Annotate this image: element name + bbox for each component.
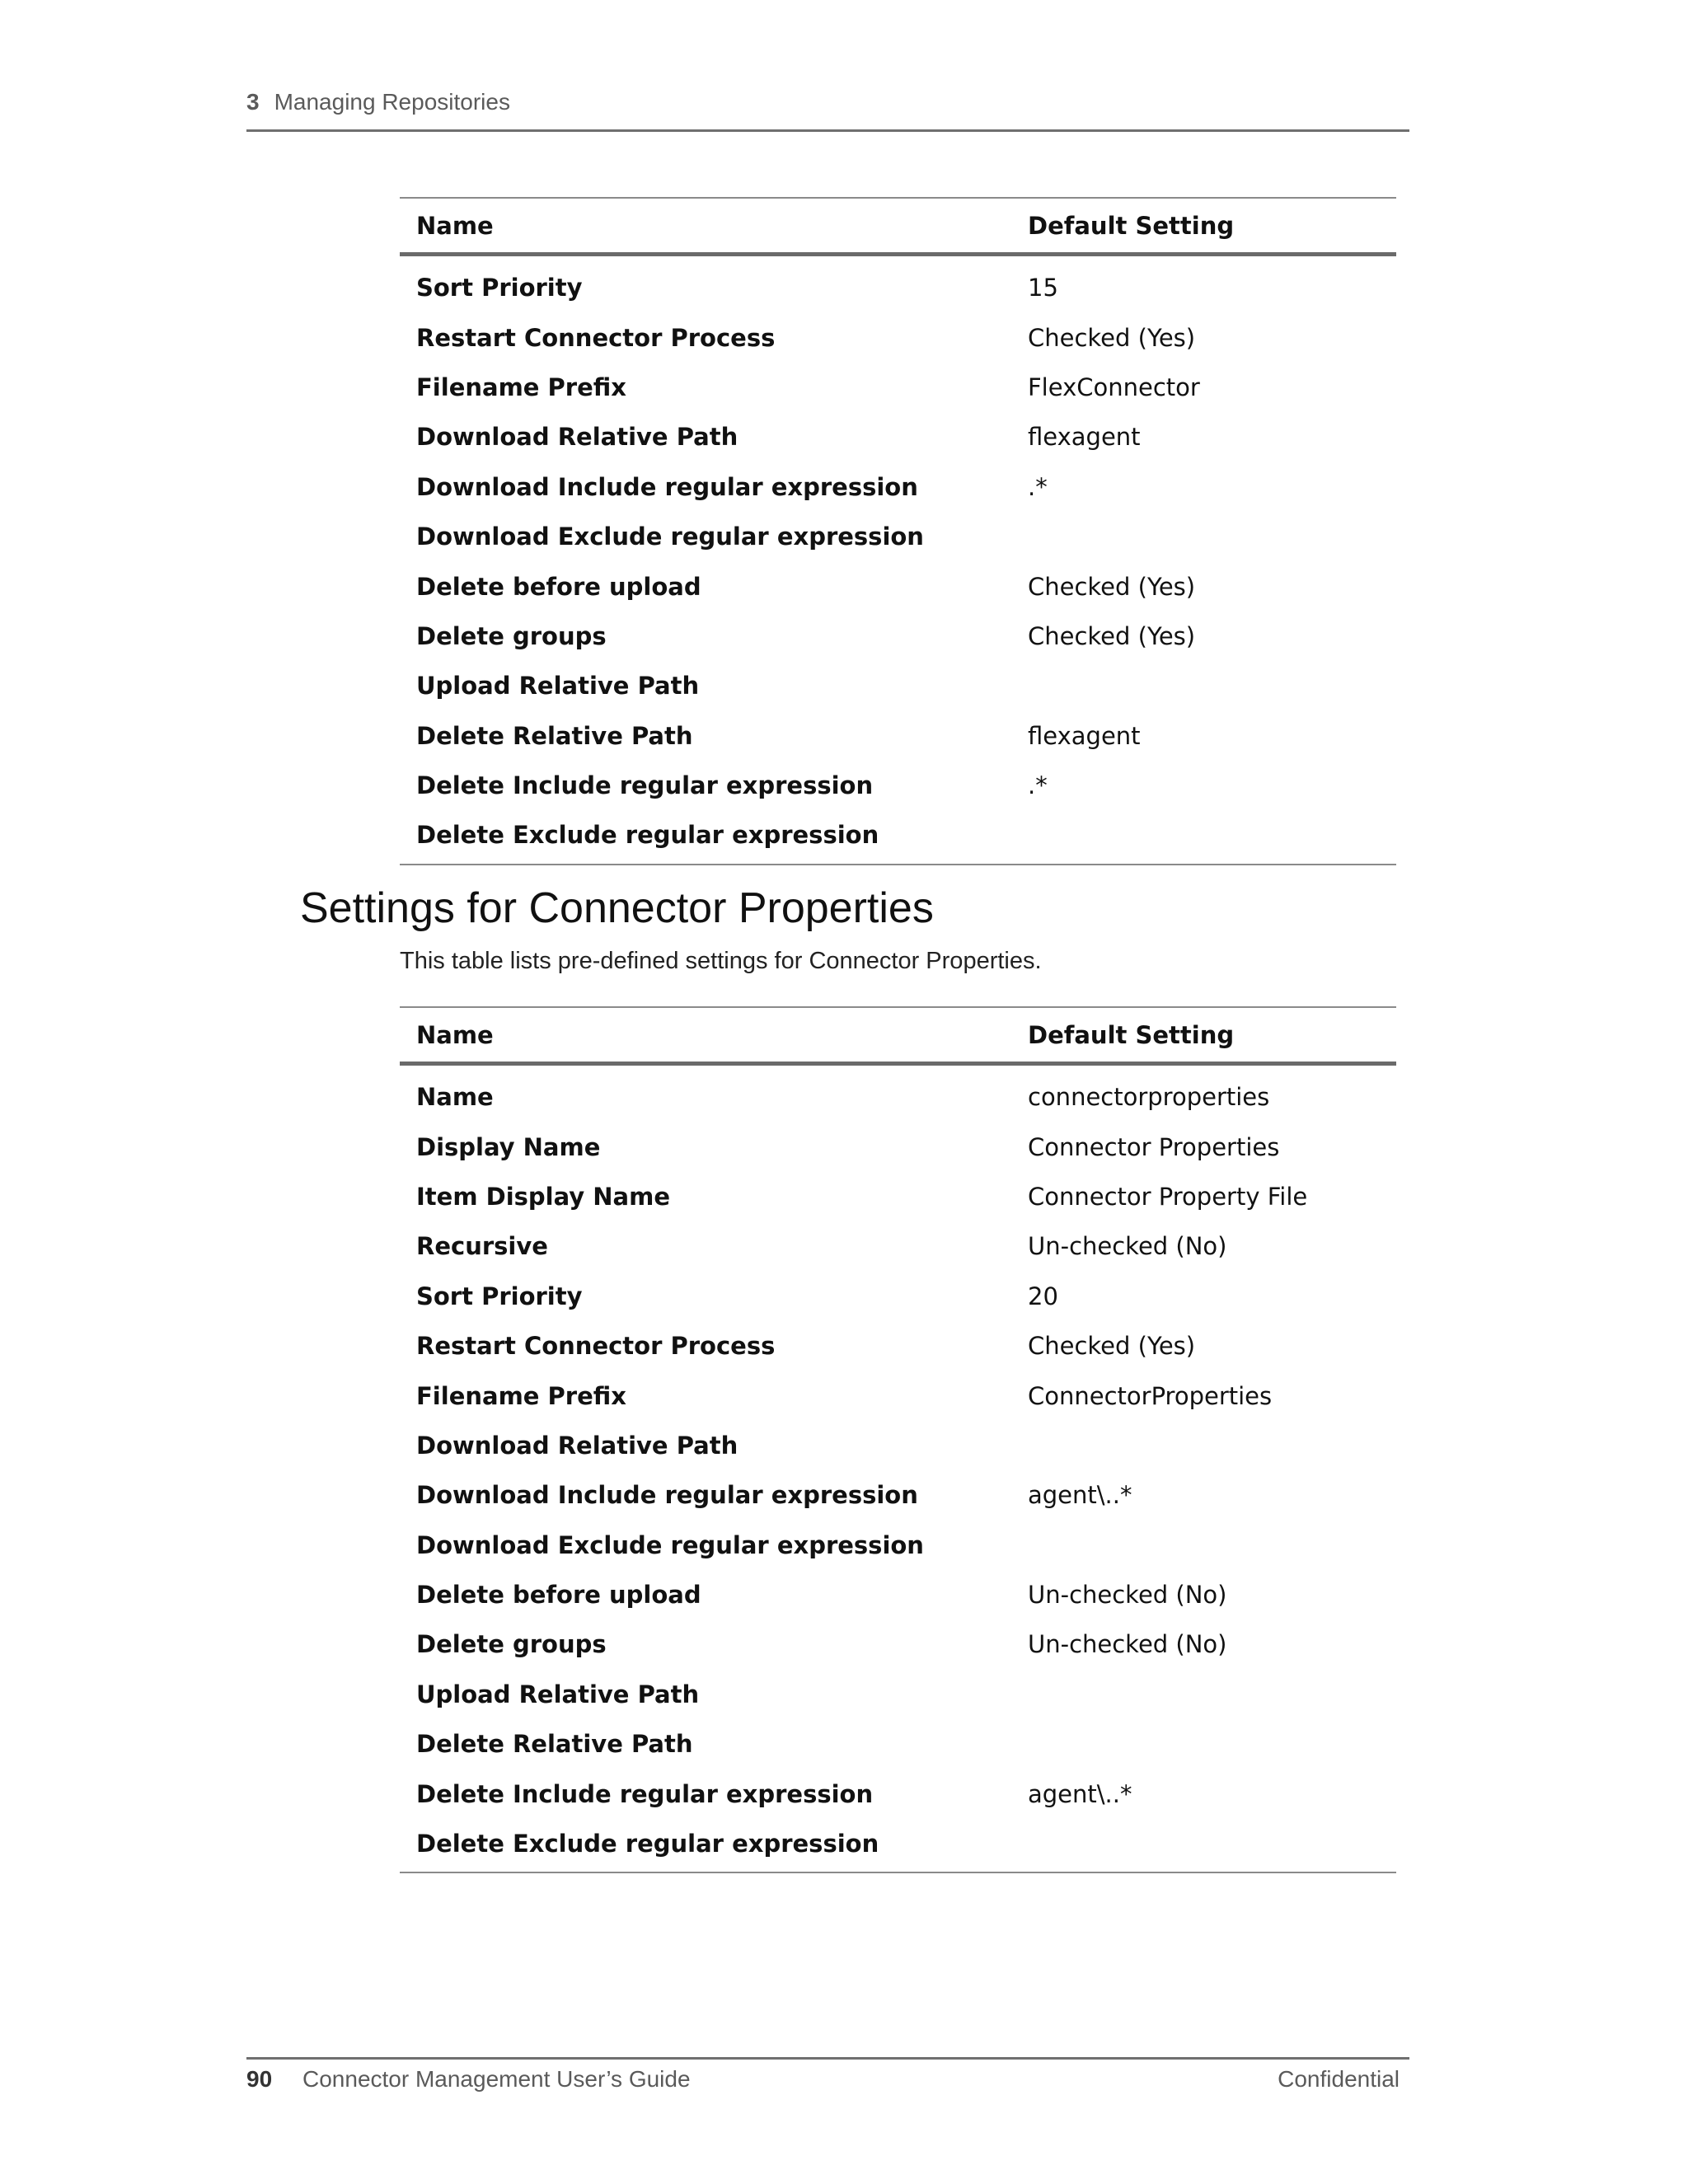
setting-name: Filename Prefix bbox=[416, 1381, 626, 1410]
table-row bbox=[400, 711, 1396, 761]
setting-name: Sort Priority bbox=[416, 274, 583, 302]
setting-name: Sort Priority bbox=[416, 1282, 583, 1310]
setting-name: Display Name bbox=[416, 1132, 601, 1161]
setting-name: Delete Exclude regular expression bbox=[416, 1830, 879, 1858]
table-row bbox=[400, 761, 1396, 810]
setting-default-value: connectorproperties bbox=[1028, 1083, 1270, 1112]
setting-name: Delete Relative Path bbox=[416, 721, 693, 750]
table-header-row bbox=[400, 1008, 1396, 1066]
setting-default-value: agent\..* bbox=[1028, 1481, 1132, 1510]
column-header-default-setting: Default Setting bbox=[1028, 1020, 1235, 1049]
setting-name: Recursive bbox=[416, 1232, 548, 1261]
table-body bbox=[400, 1066, 1396, 1872]
page-number: 90 bbox=[246, 2066, 273, 2092]
table-row bbox=[400, 363, 1396, 412]
setting-default-value: Checked (Yes) bbox=[1028, 323, 1196, 352]
setting-name: Delete Relative Path bbox=[416, 1730, 693, 1759]
column-header-name: Name bbox=[416, 211, 494, 240]
setting-default-value: Un-checked (No) bbox=[1028, 1232, 1227, 1261]
table-row bbox=[400, 661, 1396, 710]
table-row bbox=[400, 1421, 1396, 1470]
table-row bbox=[400, 1670, 1396, 1719]
setting-default-value: agent\..* bbox=[1028, 1779, 1132, 1808]
table-row bbox=[400, 561, 1396, 611]
table-row bbox=[400, 412, 1396, 462]
setting-name: Delete before upload bbox=[416, 1581, 701, 1610]
setting-name: Download Exclude regular expression bbox=[416, 1530, 924, 1559]
chapter-title: Managing Repositories bbox=[274, 89, 510, 115]
setting-name: Filename Prefix bbox=[416, 373, 626, 401]
table-body bbox=[400, 256, 1396, 864]
settings-table-1 bbox=[400, 197, 1396, 865]
table-row bbox=[400, 1221, 1396, 1271]
section-title: Settings for Connector Properties bbox=[300, 884, 934, 932]
table-row bbox=[400, 462, 1396, 512]
table-row bbox=[400, 612, 1396, 661]
table-row bbox=[400, 1172, 1396, 1221]
table-row bbox=[400, 1570, 1396, 1619]
table-row bbox=[400, 810, 1396, 860]
table-row bbox=[400, 1619, 1396, 1669]
setting-name: Delete Exclude regular expression bbox=[416, 821, 879, 850]
setting-name: Download Include regular expression bbox=[416, 472, 918, 501]
document-title: Connector Management User’s Guide bbox=[302, 2066, 691, 2092]
setting-name: Name bbox=[416, 1083, 494, 1112]
table-row bbox=[400, 512, 1396, 561]
setting-name: Delete before upload bbox=[416, 572, 701, 601]
table-row bbox=[400, 1521, 1396, 1570]
confidential-label: Confidential bbox=[1278, 2066, 1400, 2092]
setting-name: Upload Relative Path bbox=[416, 1680, 700, 1708]
setting-name: Item Display Name bbox=[416, 1182, 671, 1211]
table-row bbox=[400, 1321, 1396, 1371]
table-row bbox=[400, 1371, 1396, 1420]
column-header-name: Name bbox=[416, 1020, 494, 1049]
table-row bbox=[400, 263, 1396, 312]
table-row bbox=[400, 1470, 1396, 1520]
setting-name: Delete Include regular expression bbox=[416, 1779, 874, 1808]
setting-default-value: flexagent bbox=[1028, 423, 1141, 452]
setting-name: Download Relative Path bbox=[416, 423, 738, 452]
setting-default-value: Checked (Yes) bbox=[1028, 572, 1196, 601]
table-row bbox=[400, 1122, 1396, 1171]
section-intro: This table lists pre-defined settings for Connector Properties. bbox=[400, 948, 1042, 974]
setting-name: Restart Connector Process bbox=[416, 1332, 776, 1361]
setting-default-value: Checked (Yes) bbox=[1028, 621, 1196, 650]
table-row bbox=[400, 1819, 1396, 1868]
setting-default-value: .* bbox=[1028, 771, 1048, 800]
setting-default-value: Connector Properties bbox=[1028, 1132, 1280, 1161]
setting-name: Delete Include regular expression bbox=[416, 771, 874, 800]
setting-default-value: Connector Property File bbox=[1028, 1182, 1308, 1211]
column-header-default-setting: Default Setting bbox=[1028, 211, 1235, 240]
table-row bbox=[400, 1719, 1396, 1769]
table-row bbox=[400, 1272, 1396, 1321]
table-row bbox=[400, 312, 1396, 362]
setting-default-value: FlexConnector bbox=[1028, 373, 1200, 401]
setting-name: Download Relative Path bbox=[416, 1431, 738, 1460]
setting-name: Download Include regular expression bbox=[416, 1481, 918, 1510]
page-header bbox=[246, 89, 1409, 132]
setting-default-value: Un-checked (No) bbox=[1028, 1630, 1227, 1659]
setting-default-value: Un-checked (No) bbox=[1028, 1581, 1227, 1610]
setting-name: Delete groups bbox=[416, 1630, 607, 1659]
chapter-number: 3 bbox=[246, 89, 260, 115]
setting-name: Upload Relative Path bbox=[416, 672, 700, 701]
setting-name: Download Exclude regular expression bbox=[416, 523, 924, 551]
setting-default-value: flexagent bbox=[1028, 721, 1141, 750]
page-footer bbox=[246, 2057, 1409, 2093]
setting-default-value: 15 bbox=[1028, 274, 1058, 302]
setting-default-value: 20 bbox=[1028, 1282, 1058, 1310]
table-row bbox=[400, 1769, 1396, 1818]
setting-default-value: Checked (Yes) bbox=[1028, 1332, 1196, 1361]
setting-default-value: .* bbox=[1028, 472, 1048, 501]
settings-table-2 bbox=[400, 1006, 1396, 1873]
table-row bbox=[400, 1072, 1396, 1122]
table-header-row bbox=[400, 199, 1396, 256]
setting-name: Restart Connector Process bbox=[416, 323, 776, 352]
setting-default-value: ConnectorProperties bbox=[1028, 1381, 1273, 1410]
setting-name: Delete groups bbox=[416, 621, 607, 650]
